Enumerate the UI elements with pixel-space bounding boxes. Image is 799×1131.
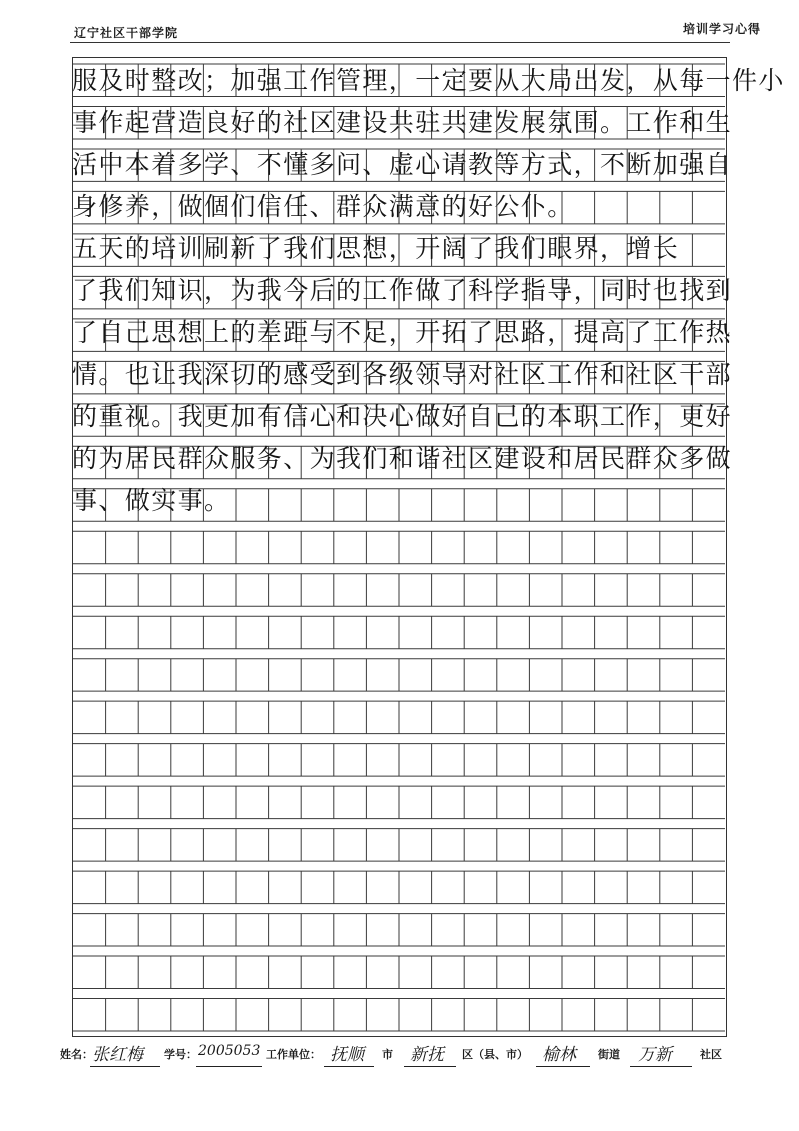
id-underline (196, 1066, 262, 1067)
community-value: 万新 (638, 1045, 672, 1065)
street-underline (536, 1066, 590, 1067)
district-value: 新抚 (410, 1045, 444, 1065)
document-type: 培训学习心得 (682, 22, 761, 36)
essay-line: 五天的培训刷新了我们思想，开阔了我们眼界，增长 (72, 234, 680, 263)
name-underline (90, 1066, 160, 1067)
name-label: 姓名： (60, 1048, 93, 1061)
name-value: 张红梅 (92, 1045, 143, 1065)
header-rule (70, 42, 730, 43)
essay-line: 的重视。我更加有信心和决心做好自己的本职工作，更好 (72, 402, 733, 431)
essay-line: 的为居民群众服务、为我们和谐社区建设和居民群众多做 (72, 444, 733, 473)
essay-line: 了我们知识，为我今后的工作做了科学指导，同时也找到 (72, 276, 733, 305)
city-underline (324, 1066, 374, 1067)
city-value: 抚顺 (330, 1045, 364, 1065)
community-underline (630, 1066, 692, 1067)
district-underline (404, 1066, 456, 1067)
school-name: 辽宁社区干部学院 (74, 26, 179, 40)
essay-line: 事作起营造良好的社区建设共驻共建发展氛围。工作和生 (72, 108, 733, 137)
city-label: 市 (382, 1048, 393, 1061)
community-label: 社区 (700, 1048, 722, 1061)
essay-line: 身修养，做個们信任、群众满意的好公仆。 (72, 192, 574, 221)
district-label: 区（县、市） (462, 1048, 528, 1061)
essay-line: 活中本着多学、不懂多问、虚心请教等方式，不断加强自 (72, 150, 733, 179)
unit-label: 工作单位： (266, 1048, 321, 1061)
id-label: 学号： (164, 1048, 197, 1061)
student-info-footer (60, 1043, 760, 1076)
essay-line: 了自己思想上的差距与不足，开拓了思路，提高了工作热 (72, 318, 733, 347)
essay-line: 事、做实事。 (72, 486, 231, 515)
street-value: 榆林 (542, 1045, 576, 1065)
street-label: 街道 (598, 1048, 620, 1061)
essay-line: 情。也让我深切的感受到各级领导对社区工作和社区干部 (72, 360, 733, 389)
essay-line: 服及时整改；加强工作管理，一定要从大局出发，从每一件小 (72, 66, 785, 95)
id-value: 2005053 (198, 1043, 261, 1059)
